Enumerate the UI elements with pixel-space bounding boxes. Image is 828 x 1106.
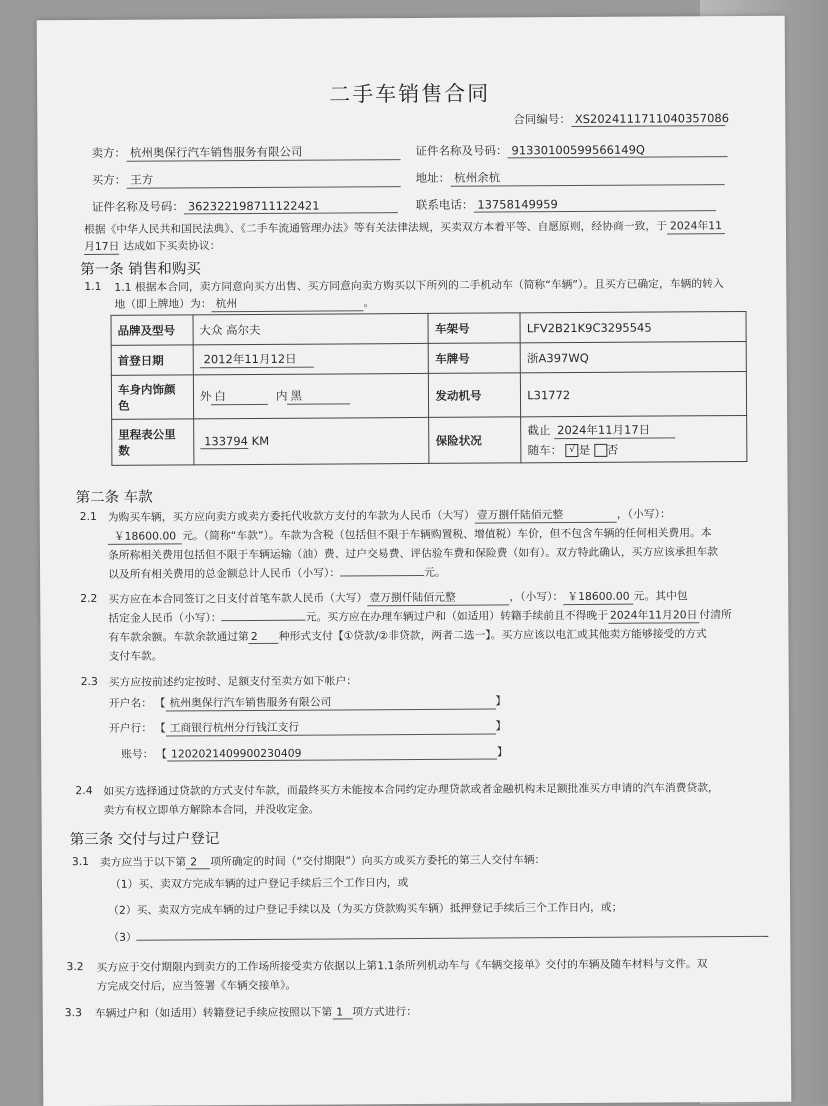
brand-label: 品牌及型号	[111, 315, 193, 345]
clause-2-3-number: 2.3	[80, 674, 98, 689]
insurance-cell: 截止 2024年11月17日 随车： √ 是 否	[521, 415, 747, 462]
clause-1-1-line-1: 1.1 根据本合同，卖方同意向买方出售、买方同意向卖方购买以下所列的二手机动车（简称“车辆”）。且买方已确定，车辆的转入	[114, 277, 724, 294]
bank-name: 工商银行杭州分行钱江支行	[166, 719, 496, 737]
article-3-title: 第三条 交付与过户登记	[69, 831, 220, 849]
clause-2-1-number: 2.1	[79, 509, 97, 524]
insurance-yes-checkbox[interactable]: √	[566, 443, 579, 456]
intro-date-part2: 月17日	[84, 239, 120, 254]
seller-id: 91330100599566149Q	[507, 142, 727, 158]
vehicle-info-table	[110, 311, 747, 466]
table-row	[111, 341, 746, 375]
total-amount-blank	[340, 575, 424, 577]
clause-2-1-line-3: 条所称相关费用包括但不限于车辆运输（油）费、过户交易费、评估验车费和保险费（如有）。双方特此确认，买方应该承担车款	[107, 545, 719, 562]
interior-color: 黑	[287, 387, 350, 404]
clause-2-1-line-4: 以及所有相关费用的总金额总计人民币（小写）： 元。	[108, 565, 446, 581]
intro-line-1: 根据《中华人民共和国民法典》、《二手车流通管理办法》等有关法律法规，买卖双方本着平等、自愿原则，经协商一致，于 2024年11	[84, 218, 725, 238]
color-cell: 外 白 内 黑	[193, 373, 429, 418]
mileage-cell: 133794 KM	[193, 417, 429, 464]
contract-number-value: XS20241117110403570​86	[571, 111, 725, 127]
clause-3-1-line-1: 卖方应当于以下第 2 项所确定的时间（“交付期限”）向买方或买方委托的第三人交付车辆：	[99, 853, 546, 869]
deposit-blank	[222, 620, 306, 622]
page-title: 二手车销售合同	[329, 81, 491, 107]
table-row	[111, 371, 746, 419]
account-number: 1202021409900230409	[167, 745, 497, 761]
vin-label: 车架号	[428, 313, 520, 344]
clause-3-2-line-1: 买方应于交付期限内到卖方的工作场所接受卖方依据以上第1.1条所列机动车与《车辆交接单》交付的车辆及随车材料与文件。双	[96, 957, 708, 974]
clause-2-1-line-1: 为购买车辆，买方应向卖方或卖方委托代收款方支付的车款为人民币（大写） 壹万捌仟陆佰元整 ，（小写）：	[107, 507, 671, 524]
plate-value: 浙A397WQ	[520, 341, 746, 372]
seller-id-row: 证件名称及号码： 91330100599566149Q	[415, 141, 727, 159]
seller-name: 杭州奥保行汽车销售服务有限公司	[126, 143, 400, 162]
clause-1-1-line-2: 地（即上牌地）为： 杭州 。	[114, 296, 375, 311]
clause-3-3-number: 3.3	[64, 1006, 82, 1020]
table-row	[112, 415, 747, 465]
clause-2-3-line-1: 买方应按前述约定按时、足额支付至卖方如下帐户：	[108, 674, 358, 689]
bank-row: 开户行： 【 工商银行杭州分行钱江支行 】	[108, 719, 507, 735]
registration-place: 杭州	[212, 295, 364, 312]
engine-label: 发动机号	[429, 373, 521, 418]
clause-1-1-number: 1.1	[84, 279, 102, 294]
delivery-option-choice: 2	[186, 855, 210, 869]
clause-2-1-line-2: ￥18600.00 元。（简称“车款”）。车款为含税（包括但不限于车辆购置税、增值税）车价，但不包含车辆的任何相关费用。本	[108, 525, 712, 545]
clause-2-2-line-2: 括定金人民币（小写）： 元。买方应在办理车辆过户和（如适用）转籍手续前且不得晚于 2024年11月20日 付清所	[108, 608, 732, 625]
exterior-color: 白	[211, 388, 268, 405]
intro-line-2: 月17日 达成如下买卖协议：	[84, 239, 221, 254]
insurance-label: 保险状况	[429, 417, 521, 464]
buyer-phone: 13758149959	[473, 196, 715, 212]
clause-2-2-number: 2.2	[80, 591, 98, 606]
contract-number: 合同编号： XS20241117110403570​86	[513, 111, 730, 127]
brand-value: 大众 高尔夫	[193, 313, 429, 344]
article-1-title: 第一条 销售和购买	[80, 261, 201, 279]
buyer-id: 362322198711122421	[184, 198, 398, 214]
buyer-phone-row: 联系电话： 13758149959	[416, 195, 716, 213]
reg-date-value: 2012年11月12日	[200, 351, 314, 369]
account-number-row: 账号： 【 1202021409900230409 】	[121, 745, 508, 761]
plate-label: 车牌号	[429, 343, 521, 374]
account-name-row: 开户名： 【 杭州奥保行汽车销售服务有限公司 】	[108, 694, 507, 710]
mileage-label: 里程表公里数	[112, 419, 194, 465]
delivery-option-3-blank	[137, 924, 769, 941]
balance-due-date: 2024年11月20日	[608, 607, 699, 624]
first-payment-figures: ￥18600.00	[563, 589, 633, 605]
article-2-title: 第二条 车款	[75, 489, 153, 507]
reg-date-cell	[193, 343, 429, 374]
engine-value: L31772	[521, 371, 747, 416]
buyer-address: 杭州余杭	[450, 168, 724, 187]
vin-value: LFV2B21K9C3295545	[520, 311, 746, 342]
clause-2-2-line-1: 买方应在本合同签订之日支付首笔车款人民币（大写） 壹万捌仟陆佰元整 ，（小写）： ￥18600.00 元。其中包	[108, 589, 688, 606]
buyer-id-row: 证件名称及号码： 362322198711122421	[92, 197, 398, 215]
clause-3-1-number: 3.1	[71, 854, 90, 869]
table-row	[111, 311, 746, 345]
color-label: 车身内饰颜色	[111, 375, 193, 419]
clause-3-2-number: 3.2	[66, 960, 84, 974]
delivery-option-3: （3）	[108, 924, 769, 945]
buyer-name: 王方	[126, 170, 400, 189]
price-in-figures: ￥18600.00	[108, 528, 182, 544]
insurance-until: 2024年11月17日	[554, 421, 675, 439]
price-in-words: 壹万捌仟陆佰元整	[475, 507, 617, 524]
insurance-no-checkbox[interactable]	[594, 443, 607, 456]
delivery-option-1: （1）买、卖双方完成车辆的过户登记手续后三个工作日内，或	[109, 876, 409, 891]
delivery-option-2: （2）买、卖双方完成车辆的过户登记手续以及（为买方贷款购买车辆）抵押登记手续后三个工作日内，或；	[108, 900, 623, 917]
mileage-value: 133794	[200, 434, 248, 449]
seller-row: 卖方： 杭州奥保行汽车销售服务有限公司	[91, 143, 400, 162]
clause-2-2-line-3: 有车款余额。车款余款通过第 2 种形式支付【①贷款/②非贷款，两者二选一】。买方应该以电汇或其他卖方能够接受的方式	[108, 627, 707, 644]
buyer-row: 买方： 王方	[92, 170, 401, 189]
intro-date-part1: 2024年11	[667, 218, 725, 234]
clause-2-2-line-4: 支付车款。	[108, 649, 163, 663]
clause-3-3-line-1: 车辆过户和（如适用）转籍登记手续应按照以下第 1 项方式进行：	[94, 1004, 418, 1020]
payment-method-choice: 2	[249, 630, 279, 644]
transfer-option-choice: 1	[332, 1005, 352, 1019]
buyer-address-row: 地址： 杭州余杭	[416, 168, 725, 187]
reg-date-label: 首登日期	[111, 345, 193, 375]
contract-page	[37, 16, 792, 1106]
account-name: 杭州奥保行汽车销售服务有限公司	[165, 694, 495, 712]
clause-2-4-number: 2.4	[75, 783, 93, 798]
clause-2-4-line-2: 卖方有权立即单方解除本合同，并没收定金。	[103, 802, 320, 817]
clause-3-2-line-2: 方完成交付后，应当签署《车辆交接单》。	[96, 978, 297, 993]
first-payment-words: 壹万捌仟陆佰元整	[367, 589, 509, 606]
clause-2-4-line-1: 如买方选择通过贷款的方式支付车款，而最终买方未能按本合同约定办理贷款或者金融机构未足额批准买方申请的汽车消费贷款，	[103, 781, 719, 798]
